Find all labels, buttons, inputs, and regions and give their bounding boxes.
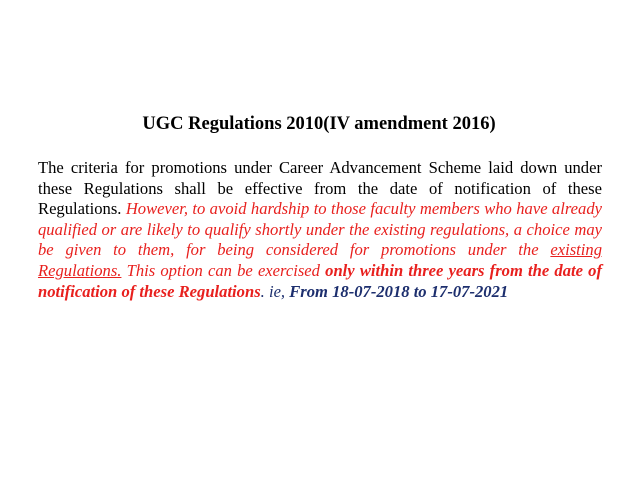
- paragraph-hardship-clause: However, to avoid hardship to those faculty members who have already qualified or are likely to qualify shortly under the existing regulations, a choice may be given to them, for being considered for promotions under the: [38, 199, 603, 260]
- paragraph-option-clause: This option can be exercised: [121, 260, 326, 280]
- paragraph-ie: . ie,: [260, 281, 290, 301]
- paragraph-time-limit: only within three years from the date of notification of these Regulations: [38, 260, 602, 301]
- paragraph-date-range: From 18-07-2018 to 17-07-2021: [289, 281, 509, 301]
- paragraph-existing-regulations: existing Regulations.: [38, 240, 602, 280]
- paragraph-intro: The criteria for promotions under Career Advancement Scheme laid down under these Regulations shall be effective from the date of notification of these Regulations.: [38, 158, 602, 219]
- slide-body-paragraph: [38, 158, 602, 302]
- slide-title: UGC Regulations 2010(IV amendment 2016): [142, 114, 496, 134]
